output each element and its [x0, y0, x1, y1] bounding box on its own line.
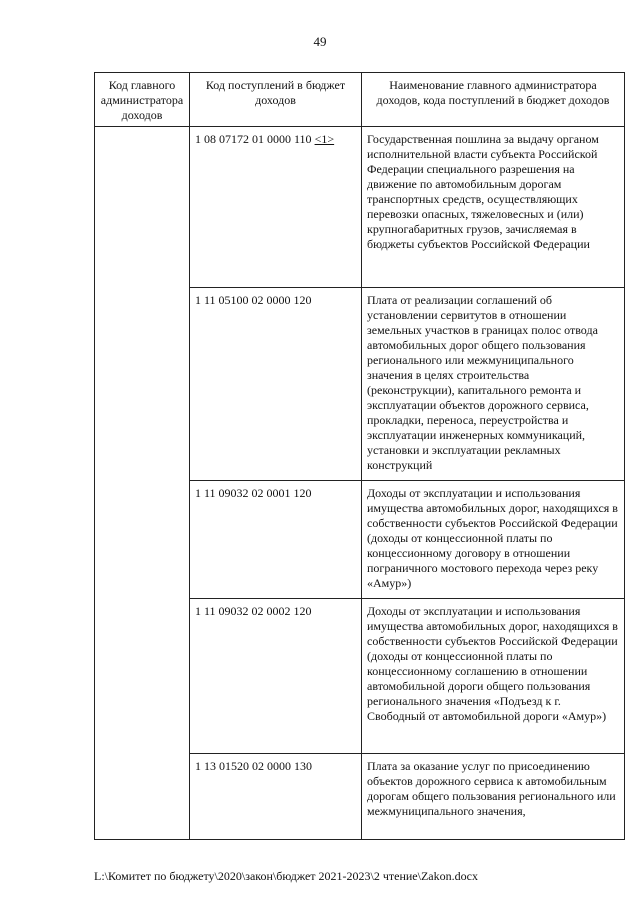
header-income-name: Наименование главного администратора доходов, кода поступлений в бюджет доходов: [362, 73, 625, 127]
income-name-cell: Плата от реализации соглашений об установлении сервитутов в отношении земельных участков в границах полос отвода автомобильных дорог общего пользования регионального или межмуниципального значения в целях строительства (реконструкции), капитального ремонта и эксплуатации объектов дорожного сервиса, прокладки, переноса, переустройства и эксплуатации инженерных коммуникаций, установки и эксплуатации рекламных конструкций: [362, 288, 625, 481]
page-number: 49: [313, 34, 327, 49]
income-code-cell: 1 11 09032 02 0002 120: [190, 599, 362, 754]
footnote-ref-link[interactable]: <1>: [314, 132, 335, 146]
income-code-cell: 1 13 01520 02 0000 130: [190, 754, 362, 840]
income-name-cell: Доходы от эксплуатации и использования имущества автомобильных дорог, находящихся в собственности субъектов Российской Федерации (доходы от концессионной платы по концессионному договору в отношении пограничного мостового перехода через реку «Амур»): [362, 481, 625, 599]
income-code: 1 08 07172 01 0000 110: [195, 132, 312, 146]
income-name-cell: Плата за оказание услуг по присоединению объектов дорожного сервиса к автомобильным дорогам общего пользования регионального или межмуниципального значения,: [362, 754, 625, 840]
income-codes-table: [94, 72, 625, 840]
header-income-code: Код поступлений в бюджет доходов: [190, 73, 362, 127]
income-code-cell: [190, 127, 362, 288]
header-admin-code: Код главного администратора доходов: [95, 73, 190, 127]
income-code-cell: 1 11 05100 02 0000 120: [190, 288, 362, 481]
footer-file-path: L:\Комитет по бюджету\2020\закон\бюджет 2021-2023\2 чтение\Zakon.docx: [94, 869, 478, 883]
income-code-cell: 1 11 09032 02 0001 120: [190, 481, 362, 599]
income-name-cell: Доходы от эксплуатации и использования имущества автомобильных дорог, находящихся в собственности субъектов Российской Федерации (доходы от концессионной платы по концессионному соглашению в отношении автомобильной дороги общего пользования регионального значения «Подъезд к г. Свободный от автомобильной дороги «Амур»): [362, 599, 625, 754]
table-header-row: [95, 73, 625, 127]
table-row: [95, 127, 625, 288]
income-name-cell: Государственная пошлина за выдачу органом исполнительной власти субъекта Российской Федерации специального разрешения на движение по автомобильным дорогам транспортных средств, осуществляющих перевозки опасных, тяжеловесных и (или) крупногабаритных грузов, зачисляемая в бюджеты субъектов Российской Федерации: [362, 127, 625, 288]
admin-code-cell: [95, 127, 190, 840]
